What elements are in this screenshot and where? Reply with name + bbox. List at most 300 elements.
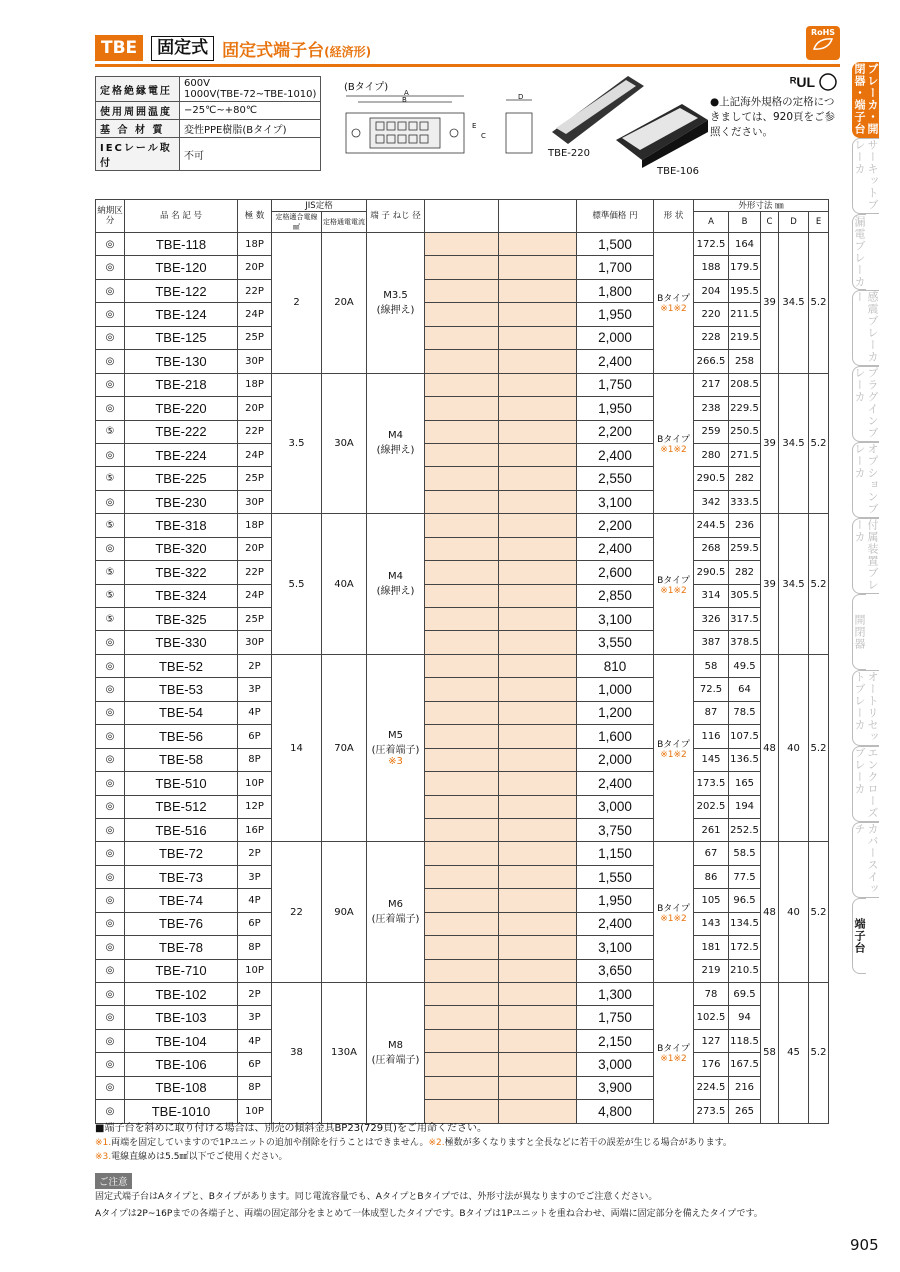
blank-cell	[499, 772, 577, 795]
table-row	[96, 350, 829, 373]
dim-b: 96.5	[729, 889, 761, 912]
dim-a: 261	[694, 818, 729, 841]
pole-count: 22P	[238, 420, 272, 443]
tab-cover-switch[interactable]: カバースイッチ	[852, 822, 879, 898]
delivery-mark: ◎	[96, 725, 125, 748]
blank-cell	[499, 561, 577, 584]
standard-price: 4,800	[577, 1100, 654, 1123]
dim-a: 326	[694, 608, 729, 631]
dim-a: 181	[694, 936, 729, 959]
dim-d: 40	[779, 842, 809, 983]
table-row	[96, 983, 829, 1006]
pole-count: 2P	[238, 983, 272, 1006]
col-dims: 外形寸法 ㎜	[694, 200, 829, 212]
dim-d: 34.5	[779, 233, 809, 374]
terminal-screw: M6 (圧着端子)	[367, 842, 425, 983]
blank-cell	[499, 983, 577, 1006]
blank-cell	[425, 1076, 499, 1099]
blank-cell	[499, 279, 577, 302]
pole-count: 20P	[238, 256, 272, 279]
delivery-mark: ◎	[96, 1029, 125, 1052]
dim-b: 265	[729, 1100, 761, 1123]
photo-caption-2: TBE-106	[657, 166, 699, 177]
dim-d: 34.5	[779, 514, 809, 655]
dim-b: 78.5	[729, 701, 761, 724]
dim-b: 219.5	[729, 326, 761, 349]
blank-cell	[425, 818, 499, 841]
table-row	[96, 514, 829, 537]
dim-a: 202.5	[694, 795, 729, 818]
pole-count: 12P	[238, 795, 272, 818]
blank-cell	[425, 256, 499, 279]
header-rule	[95, 64, 840, 67]
table-row	[96, 818, 829, 841]
pole-count: 25P	[238, 326, 272, 349]
tab-option[interactable]: オプションブレーカ	[852, 442, 879, 518]
table-row	[96, 537, 829, 560]
blank-cell	[499, 608, 577, 631]
pole-count: 25P	[238, 467, 272, 490]
dim-b: 282	[729, 561, 761, 584]
table-row	[96, 443, 829, 466]
dim-a: 67	[694, 842, 729, 865]
blank-cell	[499, 350, 577, 373]
product-name: TBE-78	[125, 936, 238, 959]
pole-count: 4P	[238, 701, 272, 724]
pole-count: 22P	[238, 279, 272, 302]
standard-price: 3,550	[577, 631, 654, 654]
blank-cell	[499, 818, 577, 841]
tab-breaker-switch-terminal[interactable]: ブレーカ・開閉器・端子台	[852, 62, 879, 138]
dim-a: 127	[694, 1029, 729, 1052]
dim-a: 238	[694, 397, 729, 420]
dim-b: 259.5	[729, 537, 761, 560]
dim-b: 282	[729, 467, 761, 490]
blank-cell	[425, 584, 499, 607]
dim-a: 176	[694, 1053, 729, 1076]
shape-type: Bタイプ ※1※2	[654, 233, 694, 374]
blank-cell	[499, 959, 577, 982]
tab-accessory[interactable]: 付属装置ブレーカ	[852, 518, 879, 594]
dim-a: 188	[694, 256, 729, 279]
table-row	[96, 326, 829, 349]
product-name: TBE-325	[125, 608, 238, 631]
table-row	[96, 889, 829, 912]
standard-price: 3,100	[577, 608, 654, 631]
blank-cell	[425, 678, 499, 701]
dim-e: 5.2	[809, 373, 829, 514]
product-name: TBE-102	[125, 983, 238, 1006]
table-row	[96, 1006, 829, 1029]
table-row	[96, 608, 829, 631]
tab-seismic[interactable]: 感震ブレーカー	[852, 290, 879, 366]
product-name: TBE-52	[125, 654, 238, 677]
table-row	[96, 701, 829, 724]
dim-b: 236	[729, 514, 761, 537]
col-e: E	[809, 212, 829, 233]
dim-c: 48	[761, 842, 779, 983]
delivery-mark: ◎	[96, 490, 125, 513]
delivery-mark: ◎	[96, 889, 125, 912]
delivery-mark: ◎	[96, 303, 125, 326]
delivery-mark: ◎	[96, 1006, 125, 1029]
spec-value: −25℃~+80℃	[180, 102, 321, 120]
dim-b: 49.5	[729, 654, 761, 677]
blank-cell	[425, 537, 499, 560]
shape-type: Bタイプ ※1※2	[654, 373, 694, 514]
delivery-mark: ◎	[96, 350, 125, 373]
pole-count: 3P	[238, 678, 272, 701]
dim-d-label: D	[518, 93, 524, 101]
standard-price: 2,400	[577, 443, 654, 466]
blank-cell	[425, 842, 499, 865]
table-row	[96, 654, 829, 677]
product-photo-tbe106	[612, 100, 712, 170]
product-table	[95, 199, 829, 1124]
caution-text-2: Aタイプは2P~16Pまでの各端子と、両端の固定部分をまとめて一体成型したタイプです。Bタイプは1Pユニットを重ね合わせ、両端に固定部分を備えたタイプです。	[95, 1209, 763, 1219]
blank-cell	[425, 865, 499, 888]
blank-cell	[425, 443, 499, 466]
product-name: TBE-76	[125, 912, 238, 935]
product-name: TBE-120	[125, 256, 238, 279]
delivery-mark: ◎	[96, 537, 125, 560]
pole-count: 20P	[238, 397, 272, 420]
pole-count: 22P	[238, 561, 272, 584]
tab-auto-reset[interactable]: オートリセットブレーカ	[852, 670, 879, 746]
product-name: TBE-108	[125, 1076, 238, 1099]
standard-price: 3,100	[577, 490, 654, 513]
table-row	[96, 467, 829, 490]
dim-c: 39	[761, 514, 779, 655]
product-name: TBE-224	[125, 443, 238, 466]
standard-price: 3,900	[577, 1076, 654, 1099]
blank-cell	[425, 490, 499, 513]
standard-price: 1,600	[577, 725, 654, 748]
blank-cell	[425, 795, 499, 818]
dim-a: 342	[694, 490, 729, 513]
delivery-mark: ◎	[96, 256, 125, 279]
dim-b: 305.5	[729, 584, 761, 607]
dim-a: 244.5	[694, 514, 729, 537]
table-row	[96, 1029, 829, 1052]
delivery-mark: ⑤	[96, 608, 125, 631]
dim-b: 69.5	[729, 983, 761, 1006]
caution-label: ご注意	[95, 1173, 132, 1189]
dim-b: 172.5	[729, 936, 761, 959]
standard-price: 1,500	[577, 233, 654, 256]
product-name: TBE-103	[125, 1006, 238, 1029]
photo-caption-1: TBE-220	[548, 148, 590, 159]
standard-price: 1,750	[577, 1006, 654, 1029]
delivery-mark: ◎	[96, 701, 125, 724]
delivery-mark: ◎	[96, 983, 125, 1006]
dim-b: 194	[729, 795, 761, 818]
shape-type: Bタイプ ※1※2	[654, 654, 694, 842]
dim-a: 102.5	[694, 1006, 729, 1029]
dim-d: 45	[779, 983, 809, 1124]
rated-current: 90A	[322, 842, 367, 983]
ul-icon	[790, 72, 838, 92]
table-row	[96, 725, 829, 748]
col-screw: 端 子 ねじ 径	[367, 200, 425, 233]
delivery-mark: ◎	[96, 279, 125, 302]
standard-price: 3,100	[577, 936, 654, 959]
dim-a: 86	[694, 865, 729, 888]
blank-cell	[425, 514, 499, 537]
delivery-mark: ◎	[96, 654, 125, 677]
rated-wire: 2	[272, 233, 322, 374]
dim-a-label: A	[404, 89, 409, 97]
dim-a: 259	[694, 420, 729, 443]
standard-price: 3,000	[577, 1053, 654, 1076]
delivery-mark: ⑤	[96, 514, 125, 537]
delivery-mark: ⑤	[96, 467, 125, 490]
dim-a: 116	[694, 725, 729, 748]
product-name: TBE-124	[125, 303, 238, 326]
blank-cell	[499, 725, 577, 748]
footnote-3: ※3.電線直線めは5.5㎟以下でご使用ください。	[95, 1152, 288, 1162]
standard-price: 2,400	[577, 350, 654, 373]
table-row	[96, 936, 829, 959]
pole-count: 30P	[238, 631, 272, 654]
col-wire: 定格適合電線 ㎟	[272, 212, 322, 233]
standard-price: 1,200	[577, 701, 654, 724]
blank-cell	[425, 654, 499, 677]
standard-price: 1,950	[577, 303, 654, 326]
dim-b-label: B	[402, 96, 407, 104]
dim-e: 5.2	[809, 842, 829, 983]
dim-a: 268	[694, 537, 729, 560]
blank-cell	[425, 1053, 499, 1076]
dim-a: 72.5	[694, 678, 729, 701]
rated-current: 20A	[322, 233, 367, 374]
shape-type: Bタイプ ※1※2	[654, 514, 694, 655]
dim-d: 40	[779, 654, 809, 842]
rated-wire: 38	[272, 983, 322, 1124]
dim-a: 387	[694, 631, 729, 654]
spec-key: 定格絶縁電圧	[96, 77, 180, 102]
svg-text:ᴿUL: ᴿUL	[790, 74, 816, 90]
dim-a: 204	[694, 279, 729, 302]
table-row	[96, 490, 829, 513]
standard-price: 1,550	[577, 865, 654, 888]
col-jis: JIS定格	[272, 200, 367, 212]
standard-price: 1,700	[577, 256, 654, 279]
table-row	[96, 772, 829, 795]
page-number: 905	[850, 1236, 879, 1254]
product-name: TBE-106	[125, 1053, 238, 1076]
dim-a: 173.5	[694, 772, 729, 795]
delivery-mark: ◎	[96, 865, 125, 888]
product-name: TBE-125	[125, 326, 238, 349]
col-a: A	[694, 212, 729, 233]
dim-a: 220	[694, 303, 729, 326]
table-row	[96, 1076, 829, 1099]
table-row	[96, 420, 829, 443]
blank-cell	[425, 326, 499, 349]
dim-b: 211.5	[729, 303, 761, 326]
dim-a: 290.5	[694, 467, 729, 490]
blank-cell	[499, 1076, 577, 1099]
standard-price: 1,750	[577, 373, 654, 396]
delivery-mark: ◎	[96, 631, 125, 654]
standard-price: 2,400	[577, 772, 654, 795]
product-name: TBE-130	[125, 350, 238, 373]
pole-count: 30P	[238, 490, 272, 513]
blank-cell	[499, 678, 577, 701]
product-name: TBE-512	[125, 795, 238, 818]
pole-count: 18P	[238, 373, 272, 396]
dim-b: 164	[729, 233, 761, 256]
product-name: TBE-53	[125, 678, 238, 701]
blank-cell	[425, 959, 499, 982]
table-row	[96, 631, 829, 654]
terminal-screw: M5 (圧着端子) ※3	[367, 654, 425, 842]
spec-table	[95, 76, 321, 171]
blank-cell	[499, 748, 577, 771]
table-row	[96, 1100, 829, 1123]
table-row	[96, 959, 829, 982]
delivery-mark: ◎	[96, 1100, 125, 1123]
pole-count: 4P	[238, 1029, 272, 1052]
product-name: TBE-73	[125, 865, 238, 888]
blank-cell	[425, 279, 499, 302]
col-c: C	[761, 212, 779, 233]
blank-cell	[499, 256, 577, 279]
blank-cell	[425, 889, 499, 912]
delivery-mark: ◎	[96, 936, 125, 959]
blank-cell	[499, 584, 577, 607]
dim-a: 87	[694, 701, 729, 724]
standard-price: 2,200	[577, 514, 654, 537]
terminal-screw: M3.5 (線押え)	[367, 233, 425, 374]
rated-wire: 3.5	[272, 373, 322, 514]
product-name: TBE-118	[125, 233, 238, 256]
col-b: B	[729, 212, 761, 233]
standard-price: 2,000	[577, 748, 654, 771]
product-name: TBE-218	[125, 373, 238, 396]
col-d: D	[779, 212, 809, 233]
dim-b: 118.5	[729, 1029, 761, 1052]
dim-c: 39	[761, 373, 779, 514]
pole-count: 18P	[238, 233, 272, 256]
pole-count: 10P	[238, 1100, 272, 1123]
pole-count: 6P	[238, 912, 272, 935]
standard-price: 2,400	[577, 912, 654, 935]
standard-price: 2,850	[577, 584, 654, 607]
delivery-mark: ◎	[96, 1076, 125, 1099]
btype-label: (Bタイプ)	[344, 82, 389, 93]
shape-type: Bタイプ ※1※2	[654, 983, 694, 1124]
tab-enclosed[interactable]: エンクローズブレーカ	[852, 746, 879, 822]
dim-b: 229.5	[729, 397, 761, 420]
dim-a: 228	[694, 326, 729, 349]
blank-cell	[425, 748, 499, 771]
standard-price: 1,000	[577, 678, 654, 701]
pole-count: 30P	[238, 350, 272, 373]
standard-price: 2,000	[577, 326, 654, 349]
blank-cell	[499, 1053, 577, 1076]
standard-price: 3,650	[577, 959, 654, 982]
pole-count: 16P	[238, 818, 272, 841]
dim-b: 179.5	[729, 256, 761, 279]
standard-price: 3,000	[577, 795, 654, 818]
page-title: 固定式端子台(経済形)	[222, 40, 372, 61]
tab-plugin[interactable]: プラグインブレーカ	[852, 366, 879, 442]
blank-cell	[425, 373, 499, 396]
blank-cell	[425, 608, 499, 631]
blank-cell	[425, 725, 499, 748]
caution-text-1: 固定式端子台はAタイプと、Bタイプがあります。同じ電流容量でも、AタイプとBタイプでは、外形寸法が異なりますのでご注意ください。	[95, 1192, 658, 1202]
pole-count: 24P	[238, 443, 272, 466]
standard-price: 1,800	[577, 279, 654, 302]
dim-e: 5.2	[809, 514, 829, 655]
tab-earth-leakage[interactable]: 漏電ブレーカ	[853, 216, 866, 288]
dimension-drawing	[336, 88, 536, 170]
dim-b: 271.5	[729, 443, 761, 466]
spec-value: 不可	[180, 138, 321, 171]
table-row	[96, 233, 829, 256]
col-blank-2	[499, 200, 577, 233]
dim-e: 5.2	[809, 654, 829, 842]
dim-c: 58	[761, 983, 779, 1124]
side-tabs	[852, 62, 900, 974]
table-row	[96, 678, 829, 701]
dim-a: 78	[694, 983, 729, 1006]
blank-cell	[499, 1029, 577, 1052]
col-delivery: 納期区分	[96, 200, 125, 233]
table-row	[96, 865, 829, 888]
blank-cell	[425, 350, 499, 373]
blank-cell	[499, 537, 577, 560]
tab-terminal-block[interactable]: 端子台	[852, 898, 866, 974]
dim-b: 134.5	[729, 912, 761, 935]
spec-value: 600V 1000V(TBE-72~TBE-1010)	[180, 77, 321, 102]
product-name: TBE-58	[125, 748, 238, 771]
delivery-mark: ◎	[96, 772, 125, 795]
col-name: 品 名 記 号	[125, 200, 238, 233]
tab-switch[interactable]: 開閉器	[852, 594, 866, 670]
pole-count: 20P	[238, 537, 272, 560]
blank-cell	[499, 514, 577, 537]
table-row	[96, 397, 829, 420]
pole-count: 18P	[238, 514, 272, 537]
page-header	[95, 35, 371, 61]
dim-b: 136.5	[729, 748, 761, 771]
product-name: TBE-710	[125, 959, 238, 982]
standard-price: 2,600	[577, 561, 654, 584]
dim-a: 145	[694, 748, 729, 771]
tab-circuit-breaker[interactable]: サーキットブレーカ	[852, 138, 879, 214]
col-shape: 形 状	[654, 200, 694, 233]
type-badge: 固定式	[151, 36, 214, 61]
standard-price: 1,950	[577, 397, 654, 420]
blank-cell	[425, 701, 499, 724]
pole-count: 25P	[238, 608, 272, 631]
rohs-logo: RoHS	[806, 26, 840, 60]
dim-b: 333.5	[729, 490, 761, 513]
table-row	[96, 303, 829, 326]
dim-a: 58	[694, 654, 729, 677]
pole-count: 8P	[238, 1076, 272, 1099]
terminal-screw: M8 (圧着端子)	[367, 983, 425, 1124]
spec-key: 基 合 材 質	[96, 120, 180, 138]
terminal-screw: M4 (線押え)	[367, 514, 425, 655]
table-row	[96, 561, 829, 584]
terminal-screw: M4 (線押え)	[367, 373, 425, 514]
dim-a: 290.5	[694, 561, 729, 584]
dim-b: 317.5	[729, 608, 761, 631]
